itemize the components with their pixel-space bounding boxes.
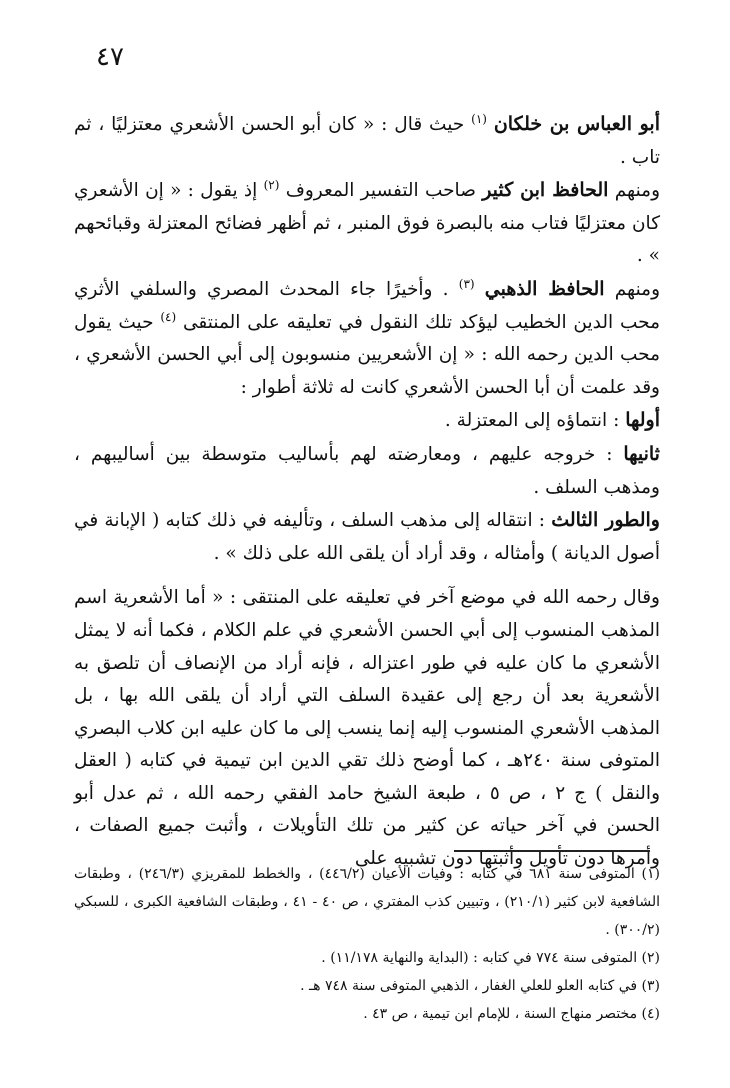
paragraph-ibn-khallikan [74, 108, 660, 174]
footnote-mark: (٢) [263, 178, 280, 193]
footnote-mark: (٣) [458, 276, 475, 291]
paragraph-text: ومنهم [604, 278, 661, 300]
paragraph-text: صاحب التفسير المعروف [279, 180, 476, 202]
footnote-4: (٤) مختصر منهاج السنة ، للإمام ابن تيمية ، ص ٤٣ . [363, 1006, 660, 1022]
footnote-mark: (٤) [160, 309, 177, 324]
paragraph-first-phase [74, 404, 660, 438]
paragraph-dhahabi [74, 273, 660, 404]
paragraph-text: حيث قال : « كان أبو الحسن الأشعري معتزليًا ، ثم تاب . [74, 114, 660, 168]
footnote-1: (١) المتوفى سنة ٦٨١ في كتابه : وفيات الأعيان (٤٤٦/٢) ، والخطط للمقريزي (٢٤٦/٣) ، وطبقات الشافعية لابن كثير (٢١٠/١) ، وتبيين كذب المفتري ، ص ٤٠ - ٤١ ، وطبقات الشافعية الكبرى ، للسبكي (٣٠٠/٢) . [74, 866, 661, 938]
footnotes [74, 860, 660, 1028]
bold-name: الحافظ ابن كثير [482, 179, 609, 202]
paragraph-text: وقال رحمه الله في موضع آخر في تعليقه على المنتقى : « أما الأشعرية اسم المذهب المنسوب إلى أبي الحسن الأشعري في علم الكلام ، فكما أنه لا يمثل الأشعري ما كان عليه في طور اعتزاله ، فإنه أراد من الإنصاف أن تلصق به الأشعرية بعد أن رجع إلى عقيدة السلف التي أراد أن يلقى الله بها ، بل المذهب الأشعري المنسوب إليه إنما ينسب إلى ما كان عليه ابن كلاب البصري المتوفى سنة ٢٤٠هـ ، كما أوضح ذلك تقي الدين ابن تيمية في كتابه ( العقل والنقل ) ج ٢ ، ص ٥ ، طبعة الشيخ حامد الفقي رحمه الله ، ثم عدل أبو الحسن في آخر حياته عن كثير من تلك التأويلات ، وأثبت جميع الصفات ، وأمرها دون تأويل وأثبتها دون تشبيه على [74, 587, 661, 870]
paragraph-ashariyya [74, 582, 660, 875]
paragraph-text: : خروجه عليهم ، ومعارضته لهم بأساليب متوسطة بين أساليبهم ، ومذهب السلف . [74, 443, 660, 498]
paragraph-text: . وأخيرًا جاء المحدث المصري والسلفي الأثري محب الدين الخطيب ليؤكد تلك النقول في تعليقه على المنتقى [74, 278, 660, 333]
paragraph-third-phase [74, 504, 660, 570]
footnote-mark: (١) [471, 111, 487, 126]
paragraph-text: حيث يقول محب الدين رحمه الله : « إن الأشعريين منسوبون إلى أبي الحسن الأشعري ، وقد علمت أن أبا الحسن الأشعري كانت له ثلاثة أطوار : [74, 311, 660, 398]
paragraph-ibn-kathir [74, 174, 660, 273]
paragraph-text: : انتماؤه إلى المعتزلة . [444, 410, 620, 432]
page-number: ٤٧ [96, 42, 124, 72]
bold-name: الحافظ الذهبي [484, 277, 605, 300]
bold-name: أبو العباس بن خلكان [493, 113, 660, 135]
paragraph-text: إذ يقول : « إن الأشعري كان معتزليًا فتاب منه بالبصرة فوق المنبر ، ثم أظهر فضائح المعتزلة وقبائحهم » . [74, 180, 660, 267]
footnote-3: (٣) في كتابه العلو للعلي الغفار ، الذهبي المتوفى سنة ٧٤٨ هـ . [300, 978, 660, 994]
paragraph-text: : انتقاله إلى مذهب السلف ، وتأليفه في ذلك كتابه ( الإبانة في أصول الديانة ) وأمثاله ، وقد أراد أن يلقى الله على ذلك » . [74, 510, 660, 564]
paragraph-text: ومنهم [608, 180, 661, 202]
bold-heading: أولها [625, 409, 660, 432]
paragraph-second-phase [74, 438, 660, 504]
footnote-2: (٢) المتوفى سنة ٧٧٤ في كتابه : (البداية والنهاية ١١/١٧٨) . [321, 950, 660, 966]
footnote-divider [454, 850, 650, 852]
bold-heading: والطور الثالث [551, 509, 660, 532]
bold-heading: ثانيها [623, 442, 660, 465]
main-text [74, 108, 660, 876]
